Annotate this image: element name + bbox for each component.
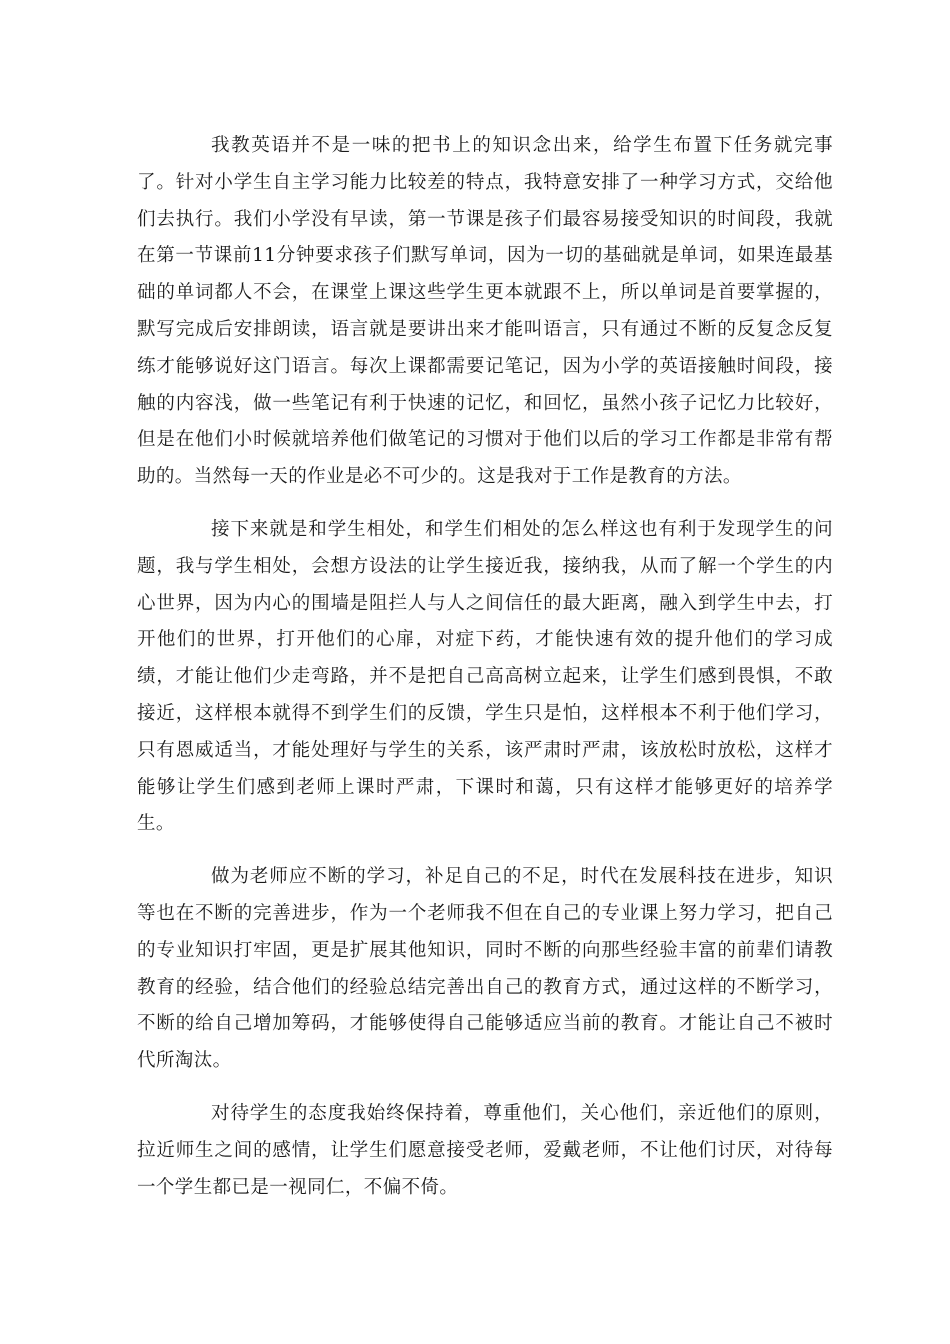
paragraph-teaching-method: 我教英语并不是一味的把书上的知识念出来，给学生布置下任务就完事了。针对小学生自主学习能力比较差的特点，我特意安排了一种学习方式，交给他们去执行。我们小学没有早读，第一节课是孩子们最容易接受知识的时间段，我就在第一节课前11分钟要求孩子们默写单词，因为一切的基础就是单词，如果连最基础的单词都人不会，在课堂上课这些学生更本就跟不上，所以单词是首要掌握的，默写完成后安排朗读，语言就是要讲出来才能叫语言，只有通过不断的反复念反复练才能够说好这门语言。每次上课都需要记笔记，因为小学的英语接触时间段，接触的内容浅，做一些笔记有利于快速的记忆，和回忆，虽然小孩子记忆力比较好，但是在他们小时候就培养他们做笔记的习惯对于他们以后的学习工作都是非常有帮助的。当然每一天的作业是必不可少的。这是我对于工作是教育的方法。: [137, 135, 833, 488]
paragraph-student-relations: 接下来就是和学生相处，和学生们相处的怎么样这也有利于发现学生的问题，我与学生相处，会想方设法的让学生接近我，接纳我，从而了解一个学生的内心世界，因为内心的围墙是阻拦人与人之间信任的最大距离，融入到学生中去，打开他们的世界，打开他们的心扉，对症下药，才能快速有效的提升他们的学习成绩，才能让他们少走弯路，并不是把自己高高树立起来，让学生们感到畏惧，不敢接近，这样根本就得不到学生们的反馈，学生只是怕，这样根本不利于他们学习，只有恩威适当，才能处理好与学生的关系，该严肃时严肃，该放松时放松，这样才能够让学生们感到老师上课时严肃，下课时和蔼，只有这样才能够更好的培养学生。: [137, 518, 833, 835]
document-body: [137, 128, 833, 1222]
paragraph-continuous-learning: 做为老师应不断的学习，补足自己的不足，时代在发展科技在进步，知识等也在不断的完善进步，作为一个老师我不但在自己的专业课上努力学习，把自己的专业知识打牢固，更是扩展其他知识，同时不断的向那些经验丰富的前辈们请教教育的经验，结合他们的经验总结完善出自己的教育方式，通过这样的不断学习，不断的给自己增加筹码，才能够使得自己能够适应当前的教育。才能让自己不被时代所淘汰。: [137, 866, 833, 1072]
paragraph-attitude: 对待学生的态度我始终保持着，尊重他们，关心他们，亲近他们的原则，拉近师生之间的感情，让学生们愿意接受老师，爱戴老师，不让他们讨厌，对待每一个学生都已是一视同仁，不偏不倚。: [137, 1102, 833, 1198]
